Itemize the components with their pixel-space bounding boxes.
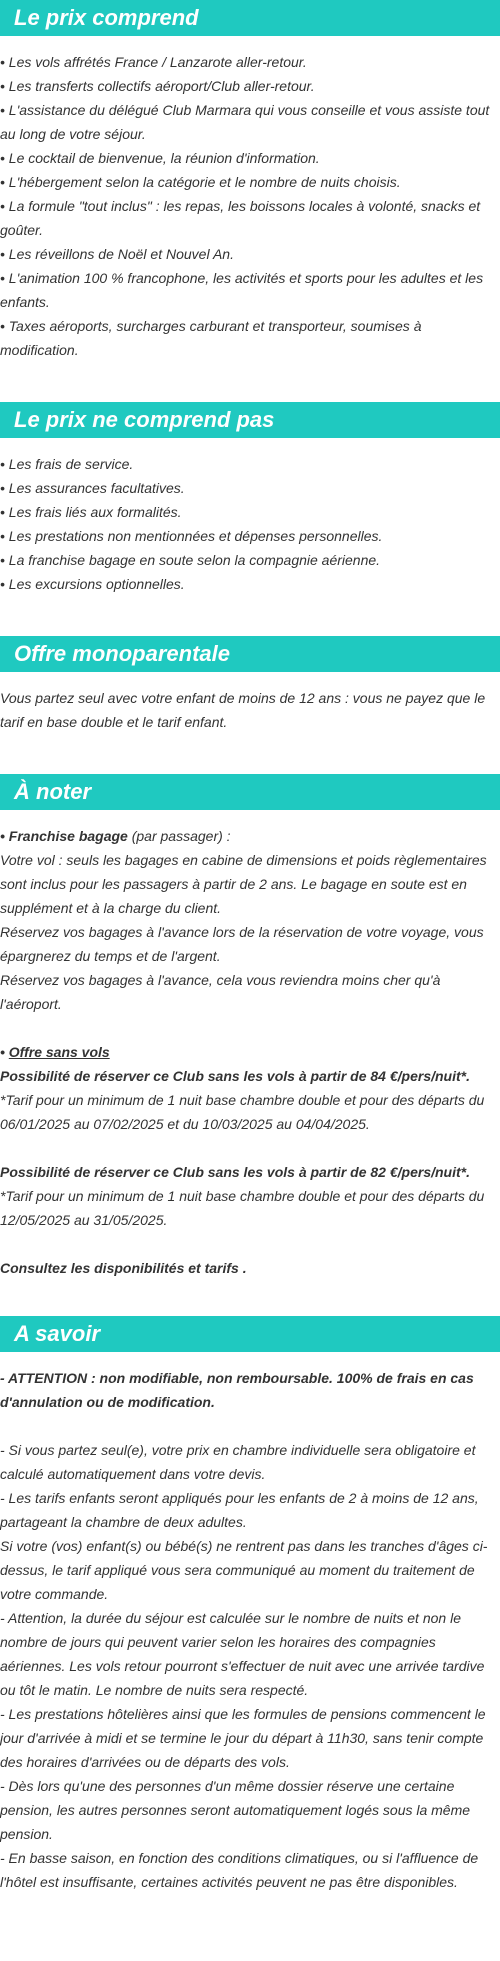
a-savoir-body	[0, 1352, 500, 1894]
a-noter-body	[0, 810, 500, 1280]
consultez-text[interactable]: Consultez les disponibilités et tarifs .	[0, 1260, 247, 1276]
franchise-line: Réservez vos bagages à l'avance lors de la réservation de votre voyage, vous épargnerez du temps et de l'argent.	[0, 924, 484, 964]
section-title-prix-comprend: Le prix comprend	[0, 0, 500, 36]
section-title-a-noter: À noter	[0, 774, 500, 810]
list-item: • Les vols affrétés France / Lanzarote aller-retour.	[0, 54, 307, 70]
franchise-line: Réservez vos bagages à l'avance, cela vous reviendra moins cher qu'à l'aéroport.	[0, 972, 441, 1012]
offre-sans-vols-title: Offre sans vols	[8, 1044, 110, 1060]
franchise-bagage-heading	[0, 824, 498, 848]
attention-text: - ATTENTION : non modifiable, non remboursable. 100% de frais en cas d'annulation ou de modification.	[0, 1370, 474, 1410]
list-item: • La formule "tout inclus" : les repas, les boissons locales à volonté, snacks et goûter.	[0, 198, 481, 238]
list-item: - Les tarifs enfants seront appliqués pour les enfants de 2 à moins de 12 ans, partageant la chambre de deux adultes.	[0, 1490, 479, 1530]
list-item: • La franchise bagage en soute selon la compagnie aérienne.	[0, 552, 381, 568]
list-item: • Les réveillons de Noël et Nouvel An.	[0, 246, 234, 262]
list-item: • Les frais liés aux formalités.	[0, 504, 182, 520]
monoparentale-body	[0, 672, 500, 734]
list-item: • Les assurances facultatives.	[0, 480, 185, 496]
list-item: • L'hébergement selon la catégorie et le nombre de nuits choisis.	[0, 174, 401, 190]
list-item: - Si vous partez seul(e), votre prix en chambre individuelle sera obligatoire et calculé automatiquement dans votre devis.	[0, 1442, 476, 1482]
monoparentale-text: Vous partez seul avec votre enfant de moins de 12 ans : vous ne payez que le tarif en base double et le tarif enfant.	[0, 690, 486, 730]
prix-ne-comprend-pas-list	[0, 438, 500, 596]
offre2-price-text: Possibilité de réserver ce Club sans les vols à partir de 82 €/pers/nuit*.	[0, 1164, 470, 1180]
list-item: • Taxes aéroports, surcharges carburant et transporteur, soumises à modification.	[0, 318, 422, 358]
offre-bullet: •	[0, 1044, 9, 1060]
offre-sans-vols-heading	[0, 1040, 498, 1064]
list-item: • Les prestations non mentionnées et dépenses personnelles.	[0, 528, 383, 544]
offre1-note: *Tarif pour un minimum de 1 nuit base chambre double et pour des départs du 06/01/2025 au 07/02/2025 et du 10/03/2025 au 04/04/2025.	[0, 1092, 485, 1132]
franchise-line: Votre vol : seuls les bagages en cabine de dimensions et poids règlementaires sont inclus pour les passagers à partir de 2 ans. Le bagage en soute est en supplément et à la charge du client.	[0, 852, 487, 916]
list-item: - En basse saison, en fonction des conditions climatiques, ou si l'affluence de l'hôtel est insuffisante, certaines activités peuvent ne pas être disponibles.	[0, 1850, 479, 1890]
list-item: • Le cocktail de bienvenue, la réunion d'information.	[0, 150, 320, 166]
list-item: • Les excursions optionnelles.	[0, 576, 185, 592]
offre2-price	[0, 1160, 498, 1184]
consultez-link[interactable]	[0, 1256, 498, 1280]
list-item: • Les transferts collectifs aéroport/Club aller-retour.	[0, 78, 315, 94]
section-title-offre-monoparentale: Offre monoparentale	[0, 636, 500, 672]
list-item: - Les prestations hôtelières ainsi que les formules de pensions commencent le jour d'arrivée à midi et se termine le jour du départ à 11h30, sans tenir compte des horaires d'arrivées ou de départs des vols.	[0, 1706, 486, 1770]
franchise-bagage-title: • Franchise bagage	[0, 828, 128, 844]
section-title-a-savoir: A savoir	[0, 1316, 500, 1352]
list-item: • Les frais de service.	[0, 456, 134, 472]
offre1-price	[0, 1064, 498, 1088]
list-item: • L'animation 100 % francophone, les activités et sports pour les adultes et les enfants.	[0, 270, 484, 310]
list-item: - Attention, la durée du séjour est calculée sur le nombre de nuits et non le nombre de jours qui peuvent varier selon les horaires des compagnies aériennes. Les vols retour pourront s'effectuer de nuit avec une arrivée tardive ou tôt le matin. Le nombre de nuits sera respecté.	[0, 1610, 485, 1698]
list-item: - Dès lors qu'une des personnes d'un même dossier réserve une certaine pension, les autres personnes seront automatiquement logés sous la même pension.	[0, 1778, 471, 1842]
list-item: • L'assistance du délégué Club Marmara qui vous conseille et vous assiste tout au long de votre séjour.	[0, 102, 490, 142]
attention-notice	[0, 1366, 498, 1414]
offre1-price-text: Possibilité de réserver ce Club sans les vols à partir de 84 €/pers/nuit*.	[0, 1068, 470, 1084]
section-title-prix-ne-comprend-pas: Le prix ne comprend pas	[0, 402, 500, 438]
offre2-note: *Tarif pour un minimum de 1 nuit base chambre double et pour des départs du 12/05/2025 au 31/05/2025.	[0, 1188, 485, 1228]
franchise-bagage-suffix: (par passager) :	[127, 828, 231, 844]
list-item: Si votre (vos) enfant(s) ou bébé(s) ne rentrent pas dans les tranches d'âges ci-dessus, le tarif appliqué vous sera communiqué au moment du traitement de votre commande.	[0, 1538, 488, 1602]
prix-comprend-list	[0, 36, 500, 362]
